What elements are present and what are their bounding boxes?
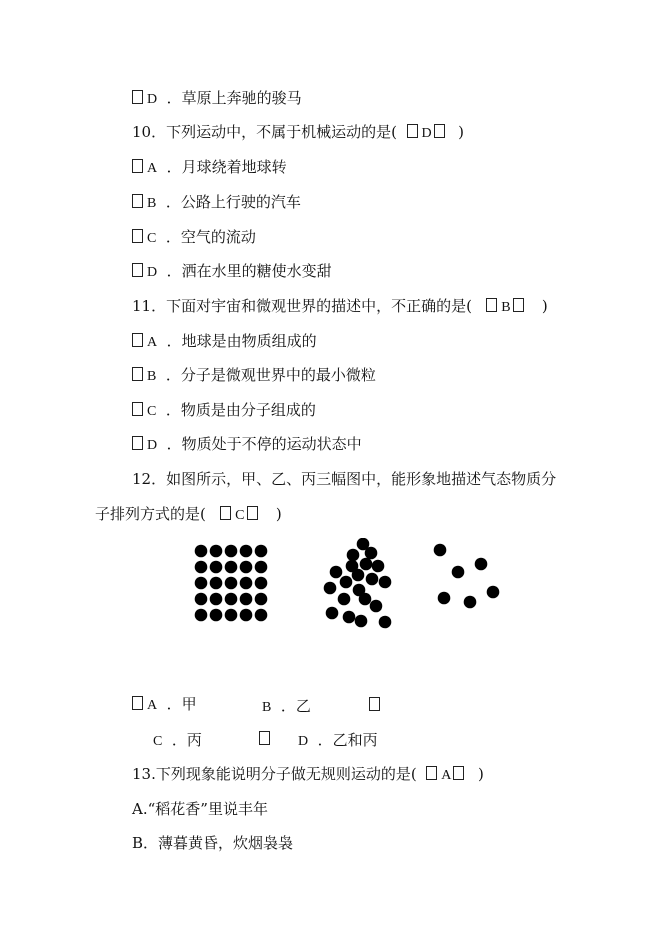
molecule xyxy=(487,586,500,599)
molecule xyxy=(210,577,223,590)
q9-option-d: D ．草原上奔驰的骏马 xyxy=(132,88,302,110)
missing-glyph-box xyxy=(369,697,380,711)
missing-glyph-box xyxy=(132,229,143,243)
molecule xyxy=(343,611,356,624)
solid-molecules-panel xyxy=(195,545,268,622)
molecule xyxy=(195,545,208,558)
molecule xyxy=(225,609,238,622)
molecule xyxy=(240,609,253,622)
q10-option-c: C ．空气的流动 xyxy=(132,227,256,249)
molecule xyxy=(475,558,488,571)
missing-glyph-box xyxy=(259,731,270,745)
missing-glyph-box xyxy=(486,298,497,312)
q10-option-a: A ．月球绕着地球转 xyxy=(132,157,287,179)
molecule xyxy=(347,549,360,562)
missing-glyph-box xyxy=(132,436,143,450)
molecule xyxy=(365,547,378,560)
molecule xyxy=(210,545,223,558)
molecule xyxy=(379,576,392,589)
molecule xyxy=(338,593,351,606)
molecule xyxy=(379,616,392,629)
missing-glyph-box xyxy=(220,506,231,520)
q12-options-row1: A ．甲 xyxy=(132,694,197,716)
q11-option-b: B ．分子是微观世界中的最小微粒 xyxy=(132,365,376,387)
molecule xyxy=(240,577,253,590)
molecule xyxy=(210,593,223,606)
missing-glyph-box xyxy=(513,298,524,312)
q11-option-c: C ．物质是由分子组成的 xyxy=(132,400,316,422)
molecule xyxy=(210,561,223,574)
molecule xyxy=(240,593,253,606)
q12-stem: 12．如图所示，甲、乙、丙三幅图中，能形象地描述气态物质分 xyxy=(132,470,557,488)
missing-glyph-box xyxy=(407,124,418,138)
molecule xyxy=(370,600,383,613)
molecule xyxy=(464,596,477,609)
molecule xyxy=(326,607,339,620)
q11-option-d: D ．物质处于不停的运动状态中 xyxy=(132,434,362,456)
molecule xyxy=(195,593,208,606)
answer-letter: C xyxy=(235,508,245,523)
molecule xyxy=(210,609,223,622)
missing-glyph-box xyxy=(132,194,143,208)
molecule xyxy=(255,545,268,558)
missing-glyph-box xyxy=(132,402,143,416)
missing-glyph-box xyxy=(132,367,143,381)
q12-option-d: D ．乙和丙 xyxy=(298,731,378,749)
missing-glyph-box xyxy=(434,124,445,138)
molecule xyxy=(225,593,238,606)
molecule xyxy=(360,558,373,571)
molecule xyxy=(255,609,268,622)
option-text: ．草原上奔驰的骏马 xyxy=(166,89,302,107)
q11-stem: 11．下面对宇宙和微观世界的描述中，不正确的是( B ) xyxy=(132,297,548,315)
q13-option-b: B．薄暮黄昏，炊烟袅袅 xyxy=(132,834,294,852)
molecule xyxy=(352,569,365,582)
q12-option-b: B ．乙 xyxy=(262,697,311,715)
molecule xyxy=(195,577,208,590)
q12-option-c: C ．丙 xyxy=(153,731,202,749)
q13-option-a: A.“稻花香”里说丰年 xyxy=(132,800,268,818)
molecule xyxy=(366,573,379,586)
molecule xyxy=(340,576,353,589)
q10-stem: 10．下列运动中，不属于机械运动的是( D ) xyxy=(132,123,465,141)
molecule xyxy=(434,544,447,557)
molecule xyxy=(324,582,337,595)
molecule xyxy=(195,609,208,622)
molecule xyxy=(240,545,253,558)
missing-glyph-box xyxy=(132,263,143,277)
molecule xyxy=(255,577,268,590)
molecule xyxy=(438,592,451,605)
answer-letter: D xyxy=(421,126,432,141)
missing-glyph-box xyxy=(132,90,143,104)
molecule xyxy=(452,566,465,579)
gas-molecules-panel xyxy=(434,544,500,609)
molecule xyxy=(225,577,238,590)
answer-letter: A xyxy=(441,768,452,783)
missing-glyph-box xyxy=(453,766,464,780)
molecule xyxy=(330,566,343,579)
molecule xyxy=(240,561,253,574)
missing-glyph-box xyxy=(132,333,143,347)
molecule xyxy=(255,593,268,606)
answer-letter: B xyxy=(501,300,511,315)
molecule xyxy=(195,561,208,574)
q10-option-b: B ．公路上行驶的汽车 xyxy=(132,192,301,214)
liquid-molecules-panel xyxy=(324,538,392,628)
missing-glyph-box xyxy=(132,696,143,710)
q13-stem: 13.下列现象能说明分子做无规则运动的是( A ) xyxy=(132,765,484,783)
missing-glyph-box xyxy=(247,506,258,520)
molecule xyxy=(225,561,238,574)
molecule xyxy=(372,560,385,573)
molecule-arrangement-figure xyxy=(185,538,515,638)
q12-stem-continued: 子排列方式的是( C ) xyxy=(95,505,282,523)
molecule xyxy=(359,593,372,606)
missing-glyph-box xyxy=(426,766,437,780)
molecule xyxy=(355,615,368,628)
missing-glyph-box xyxy=(132,159,143,173)
q10-option-d: D ．洒在水里的糖使水变甜 xyxy=(132,261,332,283)
q11-option-a: A ．地球是由物质组成的 xyxy=(132,331,317,353)
molecule xyxy=(225,545,238,558)
molecule xyxy=(255,561,268,574)
